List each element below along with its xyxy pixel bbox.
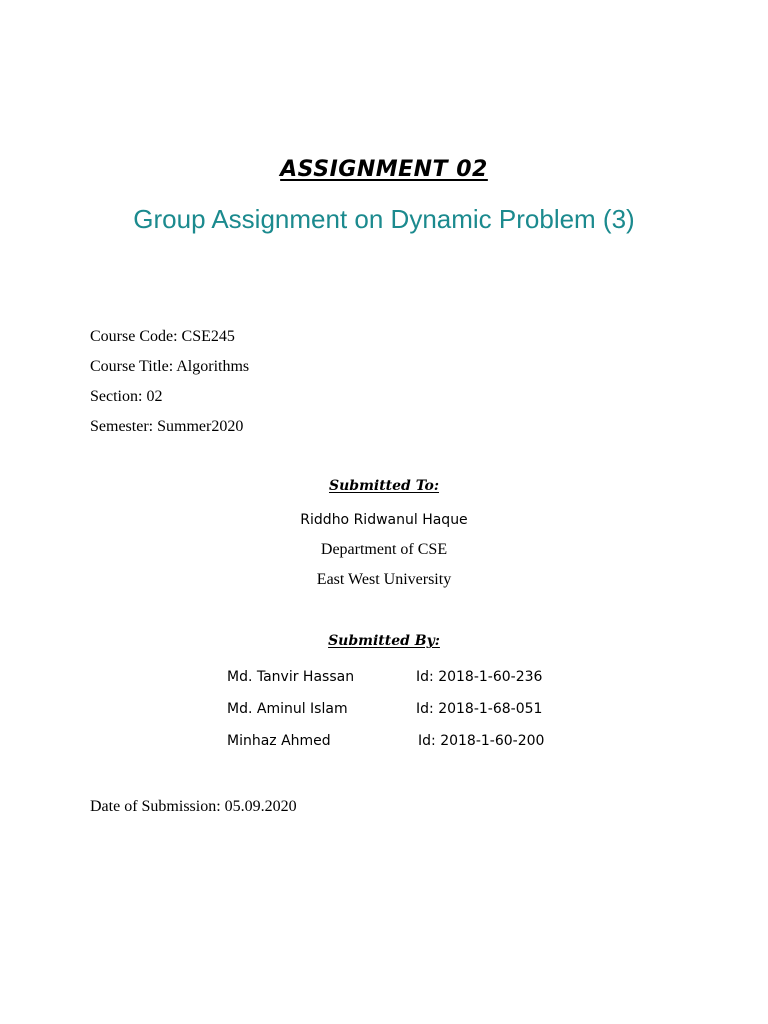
- member-id: [416, 701, 542, 717]
- course-semester: Semester: Summer2020: [90, 418, 244, 435]
- course-code: Course Code: CSE245: [90, 328, 235, 345]
- course-title: Course Title: Algorithms: [90, 358, 250, 375]
- id-value: 2018-1-60-236: [438, 669, 543, 685]
- assignment-number-heading: ASSIGNMENT 02: [280, 157, 488, 182]
- submitted-to-heading: Submitted To:: [328, 478, 440, 494]
- id-label: Id:: [416, 701, 434, 717]
- recipient-university: East West University: [316, 571, 452, 588]
- assignment-title: Group Assignment on Dynamic Problem (3): [133, 204, 635, 234]
- id-label: Id:: [416, 669, 434, 685]
- submitted-by-heading: Submitted By:: [328, 633, 440, 649]
- recipient-name: Riddho Ridwanul Haque: [300, 512, 468, 528]
- submission-date: Date of Submission: 05.09.2020: [90, 798, 297, 815]
- member-id: [416, 669, 542, 685]
- id-value: 2018-1-68-051: [438, 701, 543, 717]
- member-name: Minhaz Ahmed: [227, 733, 331, 749]
- member-name: Md. Aminul Islam: [227, 701, 348, 717]
- recipient-department: Department of CSE: [320, 541, 448, 558]
- id-value: 2018-1-60-200: [440, 733, 545, 749]
- course-info-block: [90, 322, 249, 442]
- member-id: [418, 733, 544, 749]
- course-section: Section: 02: [90, 388, 163, 405]
- member-name: Md. Tanvir Hassan: [227, 669, 355, 685]
- id-label: Id:: [418, 733, 436, 749]
